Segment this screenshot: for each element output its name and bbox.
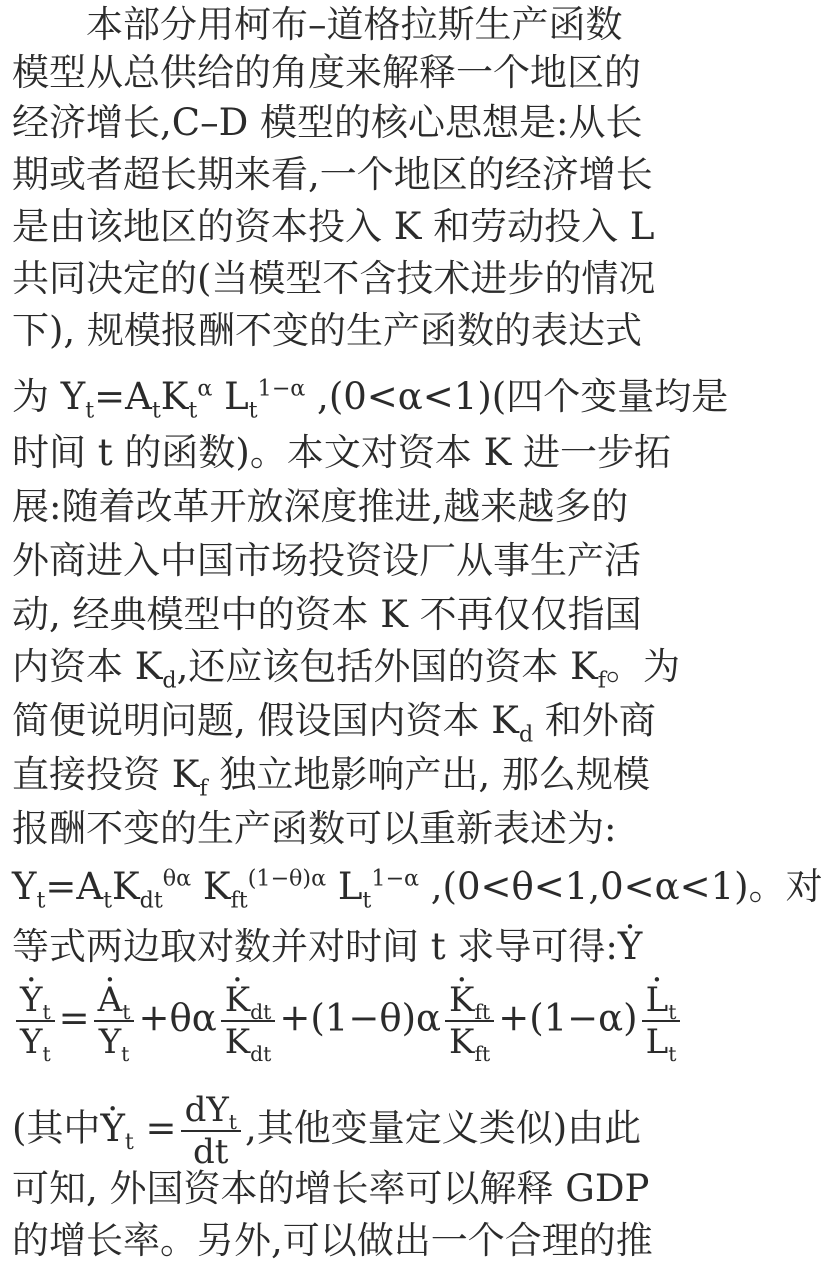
fraction	[94, 980, 135, 1066]
text-fragment: +θα	[138, 996, 217, 1040]
subscript: dt	[139, 887, 163, 914]
subscript: t	[36, 887, 46, 914]
text-fragment: K	[160, 375, 189, 418]
text-fragment: dY	[184, 1090, 229, 1130]
text-fragment: 。为	[606, 645, 680, 688]
equals-sign: =	[58, 996, 90, 1040]
definition-line	[12, 1090, 641, 1172]
subscript: ft	[474, 999, 491, 1024]
dotted-variable: . Y	[618, 924, 642, 970]
text-line	[12, 698, 656, 748]
subscript: dt	[250, 1041, 272, 1066]
text-fragment: K	[112, 865, 140, 908]
subscript: t	[85, 397, 95, 424]
text-fragment: Y	[20, 1022, 43, 1062]
text-line: 下), 规模报酬不变的生产函数的表达式	[12, 309, 642, 352]
text-fragment: L	[326, 865, 363, 908]
text-line: 可知, 外国资本的增长率可以解释 GDP	[12, 1167, 650, 1210]
subscript: t	[228, 1109, 237, 1134]
subscript: d	[162, 667, 177, 694]
subscript: t	[151, 397, 161, 424]
subscript: t	[124, 1128, 134, 1155]
subscript: t	[121, 1041, 130, 1066]
text-fragment: dt	[193, 1132, 229, 1172]
dotted-variable: . K	[225, 980, 250, 1020]
fraction	[221, 980, 276, 1066]
dotted-variable: . K	[449, 980, 474, 1020]
text-fragment: 直接投资 K	[12, 753, 200, 796]
text-fragment: K	[449, 1022, 475, 1062]
text-line: 期或者超长期来看,一个地区的经济增长	[12, 153, 653, 196]
text-line: 动, 经典模型中的资本 K 不再仅仅指国	[12, 593, 642, 636]
text-line: 报酬不变的生产函数可以重新表述为:	[12, 807, 617, 850]
text-fragment: +(1−θ)α	[279, 996, 442, 1040]
subscript: dt	[250, 999, 272, 1024]
text-line: 经济增长,C–D 模型的核心思想是:从长	[12, 101, 643, 144]
text-line: 展:随着改革开放深度推进,越来越多的	[12, 485, 629, 528]
formula-line-2	[12, 864, 823, 914]
superscript: 1−α	[257, 375, 306, 402]
text-fragment: ,其他变量定义类似)由此	[244, 1106, 642, 1150]
growth-equation	[12, 980, 684, 1066]
dotted-variable: . Y	[100, 1109, 124, 1149]
subscript: t	[122, 999, 131, 1024]
text-fragment: 内资本 K	[12, 645, 163, 688]
text-line: 模型从总供给的角度来解释一个地区的	[12, 51, 641, 94]
text-fragment: 和外商	[533, 699, 656, 742]
text-fragment: ,还应该包括外国的资本 K	[176, 645, 598, 688]
subscript: t	[668, 999, 677, 1024]
text-line: 共同决定的(当模型不含技术进步的情况	[12, 257, 656, 300]
text-line	[12, 752, 650, 802]
text-fragment: Y	[12, 865, 37, 908]
text-fragment: 等式两边取对数并对时间 t 求导可得:	[12, 925, 618, 968]
fraction	[181, 1090, 241, 1172]
dotted-variable: . A	[98, 980, 123, 1020]
subscript: t	[42, 999, 51, 1024]
text-line: 时间 t 的函数)。本文对资本 K 进一步拓	[12, 431, 671, 474]
superscript: 1−α	[371, 865, 420, 892]
subscript: f	[597, 667, 606, 694]
superscript: θα	[162, 865, 192, 892]
subscript: d	[518, 721, 534, 748]
text-fragment: L	[645, 1022, 669, 1062]
subscript: t	[42, 1041, 51, 1066]
text-fragment: =A	[45, 865, 104, 908]
subscript: t	[188, 397, 198, 424]
dotted-variable: . Y	[20, 980, 42, 1020]
text-fragment: K	[191, 865, 231, 908]
subscript: ft	[474, 1041, 491, 1066]
text-fragment: 独立地影响产出, 那么规模	[207, 753, 650, 796]
text-line: 外商进入中国市场投资设厂从事生产活	[12, 539, 641, 582]
text-line: 是由该地区的资本投入 K 和劳动投入 L	[12, 205, 655, 248]
superscript: α	[197, 375, 213, 402]
text-line	[12, 644, 680, 694]
text-fragment: =A	[94, 375, 152, 418]
text-fragment: +(1−α)	[498, 996, 638, 1040]
text-fragment: ,(0<θ<1,0<α<1)。对	[419, 865, 823, 908]
superscript: (1−θ)α	[247, 865, 327, 892]
text-fragment: =	[133, 1106, 177, 1150]
text-fragment: ,(0<α<1)(四个变量均是	[305, 375, 729, 418]
subscript: t	[362, 887, 372, 914]
text-fragment: 简便说明问题, 假设国内资本 K	[12, 699, 519, 742]
subscript: t	[103, 887, 113, 914]
fraction	[445, 980, 494, 1066]
text-fragment: K	[224, 1022, 251, 1062]
text-fragment: (其中	[12, 1106, 101, 1150]
subscript: f	[199, 775, 208, 802]
formula-line-1	[12, 374, 729, 424]
subscript: t	[668, 1041, 677, 1066]
dotted-variable: . L	[646, 980, 669, 1020]
text-line: 的增长率。另外,可以做出一个合理的推	[12, 1219, 653, 1262]
subscript: t	[248, 397, 258, 424]
fraction	[16, 980, 55, 1066]
text-line: 本部分用柯布–道格拉斯生产函数	[12, 3, 623, 46]
text-fragment: L	[212, 375, 249, 418]
fraction	[642, 980, 681, 1066]
text-fragment: Y	[98, 1022, 122, 1062]
text-fragment: 为 Y	[12, 375, 86, 418]
subscript: ft	[230, 887, 248, 914]
